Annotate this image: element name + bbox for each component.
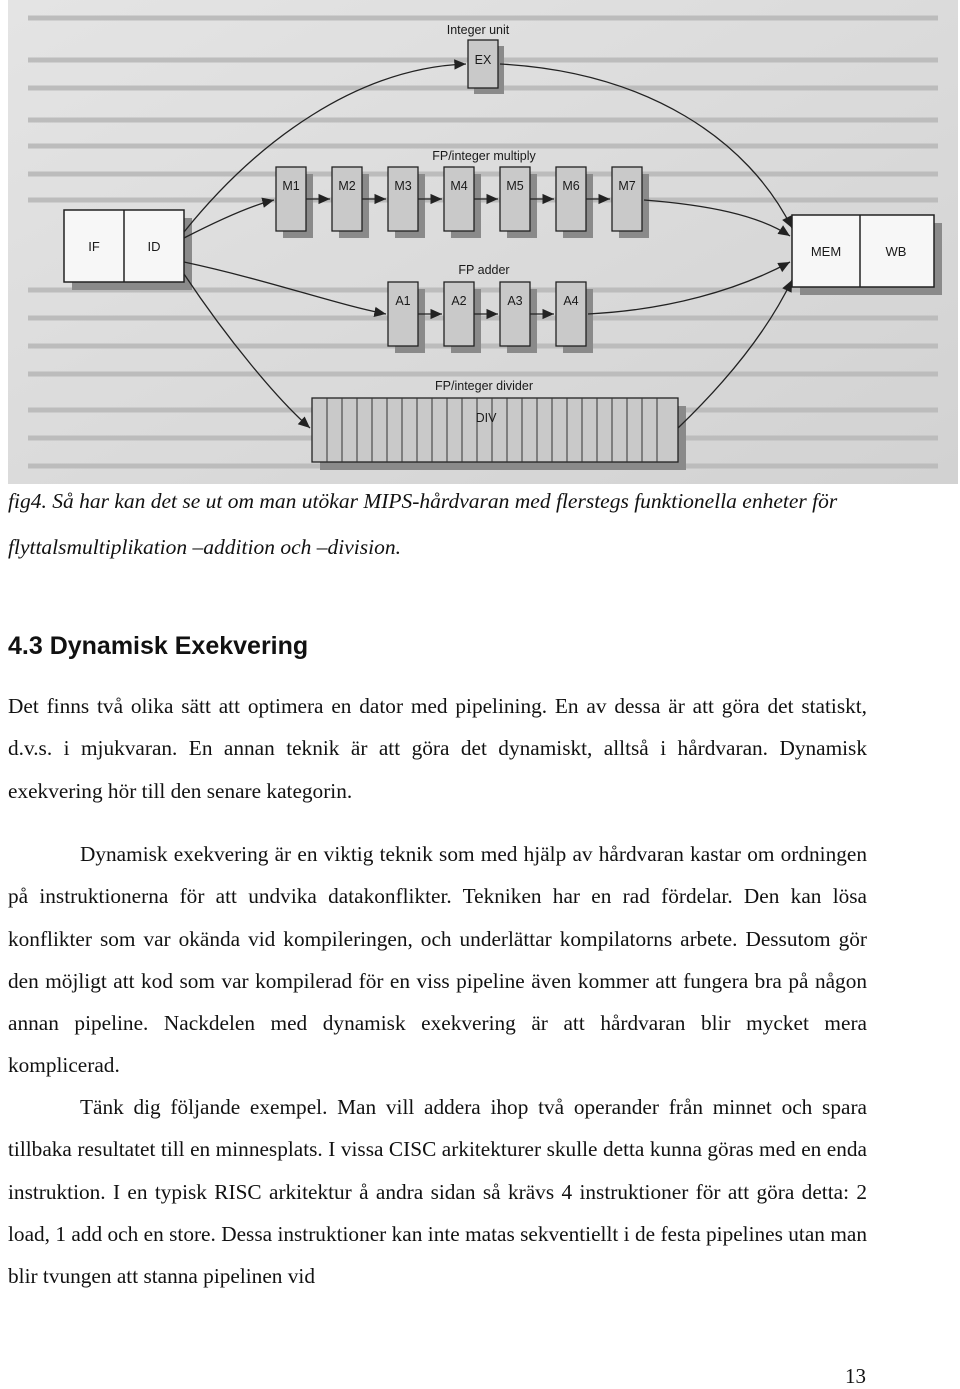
paragraph-2: Dynamisk exekvering är en viktig teknik som med hjälp av hårdvaran kastar om ordningen på instruktionerna för att undvika datakonflikter. Tekniken har en rad fördelar. Den kan lösa konflikter som var okända vid kompileringen, och underlättar kompilatorns arbete. Dessutom gör den möjligt att kod som var kompilerad för en viss pipeline även kommer att fungera bra på någon annan pipeline. Nackdelen med dynamisk exekvering är att hårdvaran blir mycket mera komplicerad. xyxy=(8,842,867,1078)
stage-a1 xyxy=(388,282,425,353)
pipeline-diagram xyxy=(8,0,958,484)
id-label: ID xyxy=(147,239,161,254)
section-heading: 4.3 Dynamisk Exekvering xyxy=(8,632,309,660)
stage-a2 xyxy=(444,282,481,353)
stage-m7-label: M7 xyxy=(618,179,636,193)
mem-label: MEM xyxy=(810,244,842,259)
if-label: IF xyxy=(88,239,100,254)
stage-a1-label: A1 xyxy=(395,294,411,308)
stage-a2-label: A2 xyxy=(451,294,467,308)
stage-m4 xyxy=(444,167,481,238)
stage-a3 xyxy=(500,282,537,353)
stage-a3-label: A3 xyxy=(507,294,523,308)
ex-stage xyxy=(468,40,504,94)
stage-m3-label: M3 xyxy=(394,179,412,193)
if-id-block xyxy=(64,210,192,290)
stage-m1 xyxy=(276,167,313,238)
integer-unit-label: Integer unit xyxy=(446,23,510,37)
stage-m2 xyxy=(332,167,369,238)
stage-m5-label: M5 xyxy=(506,179,524,193)
stage-a4 xyxy=(556,282,593,353)
adder-label: FP adder xyxy=(458,263,510,277)
stage-m3 xyxy=(388,167,425,238)
figure-caption: fig4. Så har kan det se ut om man utökar MIPS-hårdvaran med flerstegs funktionella enheter för flyttalsmultiplikation –addition och –division. xyxy=(8,489,838,559)
divider-stage xyxy=(312,398,686,470)
paragraph-1: Det finns två olika sätt att optimera en dator med pipelining. En av dessa är att göra det statiskt, d.v.s. i mjukvaran. En annan teknik är att göra det dynamiskt, alltså i hårdvaran. Dynamisk exekvering hör till den senare kategorin. xyxy=(8,694,867,803)
stage-m7 xyxy=(612,167,649,238)
div-label: DIV xyxy=(475,411,497,425)
multiply-label: FP/integer multiply xyxy=(432,149,536,163)
ex-label: EX xyxy=(474,53,492,67)
stage-m5 xyxy=(500,167,537,238)
stage-m4-label: M4 xyxy=(450,179,468,193)
paragraph-3: Tänk dig följande exempel. Man vill addera ihop två operander från minnet och spara tillbaka resultatet till en minnesplats. I vissa CISC arkitekturer skulle detta kunna göras med en enda instruktion. I en typisk RISC arkitektur å andra sidan så krävs 4 instruktioner för att göra detta: 2 load, 1 add och en store. Dessa instruktioner kan inte matas sekventiellt i de festa pipelines utan man blir tvungen att stanna pipelinen vid xyxy=(8,1095,867,1289)
page-number: 13 xyxy=(845,1364,866,1388)
stage-m6 xyxy=(556,167,593,238)
stage-m1-label: M1 xyxy=(282,179,300,193)
divider-label: FP/integer divider xyxy=(435,379,533,393)
stage-a4-label: A4 xyxy=(563,294,579,308)
wb-label: WB xyxy=(885,244,907,259)
stage-m2-label: M2 xyxy=(338,179,356,193)
stage-m6-label: M6 xyxy=(562,179,580,193)
mem-wb-block xyxy=(792,215,942,295)
